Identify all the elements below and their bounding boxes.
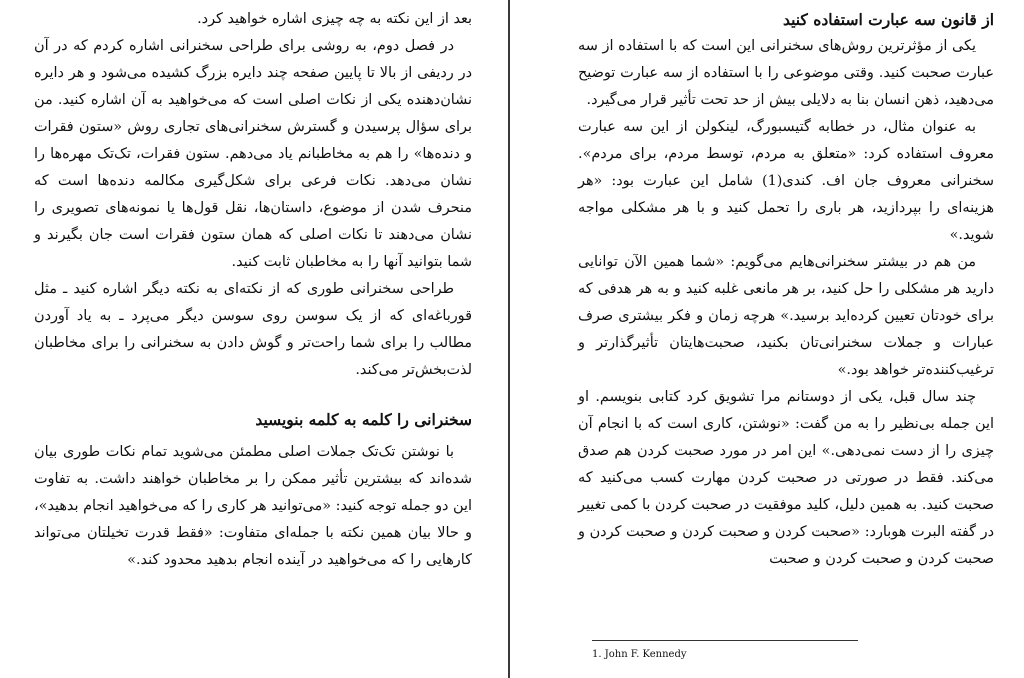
paragraph: به عنوان مثال، در خطابه گتیسبورگ، لینکولن از این سه عبارت معروف استفاده کرد: «متعلق به مردم، توسط مردم، برای مردم». سخنرانی معروف جان اف. کندی(1) شامل این عبارت بود: «هر هزینه‌ای را بپردازید، هر باری را تحمل کنید و با هر مشکلی مواجه شوید.» <box>578 119 994 243</box>
paragraph: با نوشتن تک‌تک جملات اصلی مطمئن می‌شوید تمام نکات طوری بیان شده‌اند که بیشترین تأثیر ممکن را بر مخاطبان خواهند داشت. به تفاوت این دو جمله توجه کنید: «می‌توانید هر کاری را که می‌خواهید انجام بدهید»، و حالا بیان همین نکته با جمله‌ای متفاوت: «فقط قدرت تخیلتان می‌تواند کارهایی را که می‌خواهید در آینده انجام بدهید محدود کند.» <box>34 444 472 568</box>
paragraph: چند سال قبل، یکی از دوستانم مرا تشویق کرد کتابی بنویسم. او این جمله بی‌نظیر را به من گفت: «نوشتن، کاری است که با انجام آن چیزی را از دست نمی‌دهی.» این امر در مورد صحبت کردن هم صدق می‌کند. فقط در صورتی در صحبت کردن مهارت کسب می‌کنید که صحبت کنید. به همین دلیل، کلید موفقیت در صحبت کردن با کمی تغییر در گفته البرت هوبارد: «صحبت کردن و صحبت کردن و صحبت کردن و صحبت کردن و صحبت کردن و صحبت <box>578 389 994 567</box>
page-gutter <box>508 0 510 678</box>
paragraph: بعد از این نکته به چه چیزی اشاره خواهید کرد. <box>197 11 472 27</box>
footnote: 1. John F. Kennedy <box>592 649 687 660</box>
section-heading: سخنرانی را کلمه به کلمه بنویسید <box>255 410 472 429</box>
paragraph: یکی از مؤثرترین روش‌های سخنرانی این است که با استفاده از سه عبارت صحبت کنید. وقتی موضوعی را با استفاده از سه عبارت توضیح می‌دهید، ذهن انسان بنا به دلایلی بیش از حد تحت تأثیر قرار می‌گیرد. <box>578 38 994 108</box>
right-page <box>512 0 1024 678</box>
left-text-column <box>34 6 472 574</box>
paragraph: من هم در بیشتر سخنرانی‌هایم می‌گویم: «شما همین الآن توانایی دارید هر مشکلی را حل کنید، بر هر مانعی غلبه کنید و به هر هدفی که برای خودتان تعیین کرده‌اید برسید.» هرچه زمان و فکر بیشتری صرف عبارات و جملات سخنرانی‌تان بکنید، صحبت‌هایتان تأثیرگذارتر و ترغیب‌کننده‌تر خواهد بود.» <box>578 254 994 378</box>
footnote-divider <box>592 640 858 641</box>
section-heading: از قانون سه عبارت استفاده کنید <box>782 10 994 29</box>
paragraph: طراحی سخنرانی طوری که از نکته‌ای به نکته دیگر اشاره کنید ـ مثل قورباغه‌ای که از یک سوسن روی سوسن دیگر می‌پرد ـ به یاد آوردن مطالب را برای شما راحت‌تر و گوش دادن به سخنرانی را برای مخاطبان لذت‌بخش‌تر می‌کند. <box>34 281 472 378</box>
left-page <box>0 0 506 678</box>
paragraph: در فصل دوم، به روشی برای طراحی سخنرانی اشاره کردم که در آن در ردیفی از بالا تا پایین صفحه چند دایره بزرگ کشیده می‌شود و هر دایره نشان‌دهنده یکی از نکات اصلی است که می‌خواهید به آن اشاره کنید. من برای سؤال پرسیدن و گسترش سخنرانی‌های تجاری روش «ستون فقرات و دنده‌ها» را هم به مخاطبانم یاد می‌دهم. ستون فقرات، تک‌تک مهره‌ها را نشان می‌دهد. نکات فرعی برای شکل‌گیری مکالمه دنده‌ها است که منحرف شدن از موضوع، داستان‌ها، نقل قول‌ها یا نمونه‌های تصویری را نشان می‌دهند تا نکات اصلی که همان ستون فقرات است جان بگیرند و شما بتوانید آنها را به مخاطبان ثابت کنید. <box>34 38 472 270</box>
right-text-column <box>578 6 994 573</box>
